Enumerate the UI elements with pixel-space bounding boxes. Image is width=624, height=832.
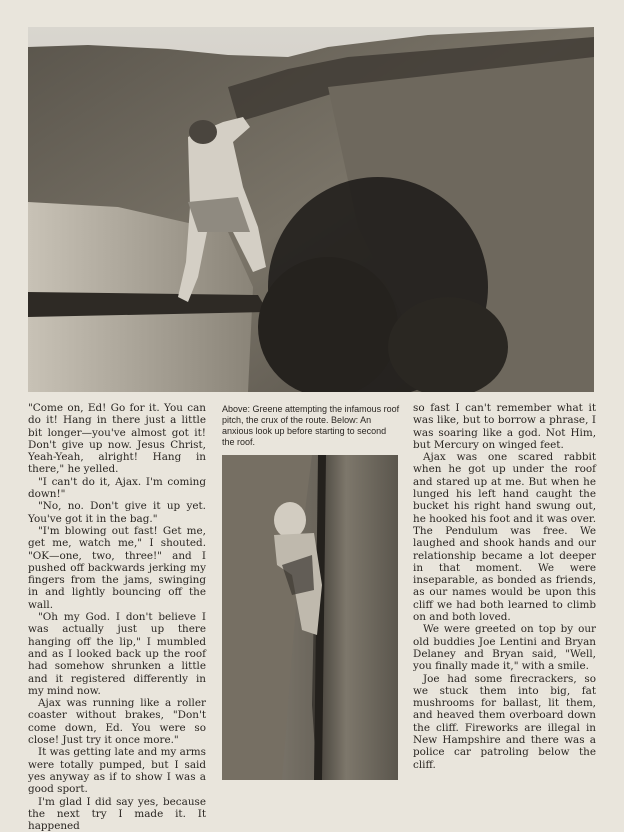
photo-top [28, 27, 594, 392]
article-column-left [28, 402, 206, 832]
paragraph: "Come on, Ed! Go for it. You can do it! Hang in there just a little bit longer—you've almost got it! Don't give up now. Jesus Christ, Yeah-Yeah, alright! Hang in there," he yelled. [28, 402, 206, 476]
photo-icon [222, 455, 398, 780]
paragraph: "I'm blowing out fast! Get me, get me, watch me," I shouted. "OK—one, two, three!" and I pushed off backwards jerking my fingers from the jams, swinging in and lightly bouncing off the wall. [28, 525, 206, 611]
paragraph: It was getting late and my arms were totally pumped, but I said yes anyway as if to show I was a good sport. [28, 746, 206, 795]
paragraph: We were greeted on top by our old buddies Joe Lentini and Bryan Delaney and Bryan said, "Well, you finally made it," with a smile. [413, 623, 596, 672]
photo-caption: Above: Greene attempting the infamous roof pitch, the crux of the route. Below: An anxious look up before starting to second the roof. [222, 404, 400, 448]
photo-icon [28, 27, 594, 392]
paragraph: "Oh my God. I don't believe I was actually just up there hanging off the lip," I mumbled and as I looked back up the roof had somehow shrunken a little and it registered differently in my mind now. [28, 611, 206, 697]
paragraph: "I can't do it, Ajax. I'm coming down!" [28, 476, 206, 501]
paragraph: Ajax was one scared rabbit when he got up under the roof and stared up at me. But when he lunged his left hand caught the bucket his right hand swung out, he hooked his foot and it was over. The Pendulum was free. We laughed and shook hands and our relationship became a lot deeper in that moment. We were inseparable, as bonded as friends, as our names would be upon this cliff we had both learned to climb on and both loved. [413, 451, 596, 623]
paragraph: so fast I can't remember what it was like, but to borrow a phrase, I was soaring like a god. Not Him, but Mercury on winged feet. [413, 402, 596, 451]
paragraph: "No, no. Don't give it up yet. You've got it in the bag." [28, 500, 206, 525]
paragraph: Ajax was running like a roller coaster without brakes, "Don't come down, Ed. You were so close! Just try it once more." [28, 697, 206, 746]
paragraph: I'm glad I did say yes, because the next try I made it. It happened [28, 796, 206, 832]
paragraph: Joe had some firecrackers, so we stuck them into big, fat mushrooms for ballast, lit them, and heaved them overboard down the cliff. Fireworks are illegal in New Hampshire and there was a police car patroling below the cliff. [413, 673, 596, 771]
photo-bottom [222, 455, 398, 780]
article-column-right [413, 402, 596, 771]
